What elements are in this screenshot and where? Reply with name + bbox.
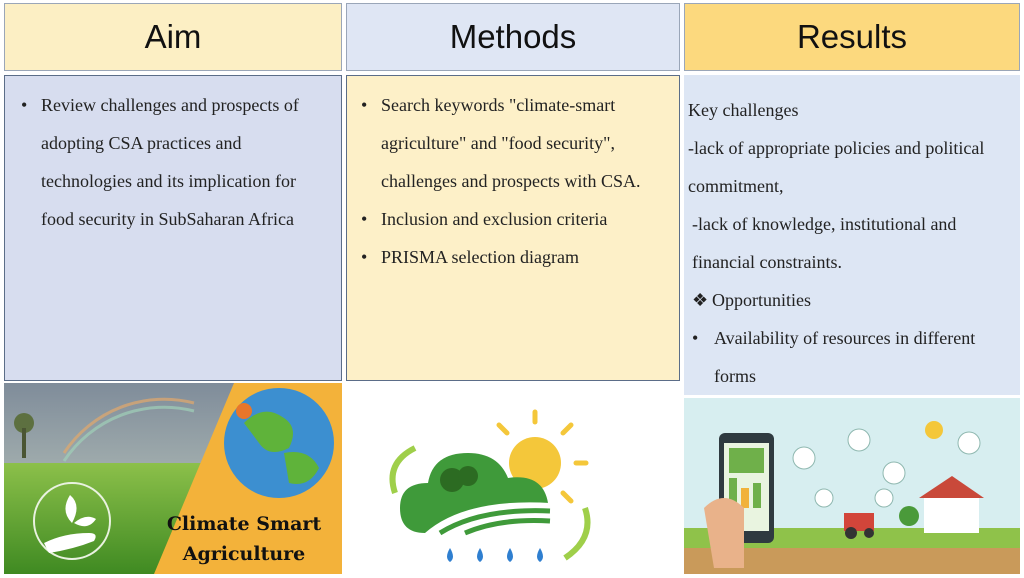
csa-illustration <box>4 383 342 574</box>
smartphone-smart-farm-illustration-icon <box>684 398 1020 574</box>
diamond-bullet-icon: ❖ <box>692 290 709 310</box>
csa-label: Climate Smart Agriculture <box>166 513 322 565</box>
results-challenge-1: -lack of appropriate policies and political commitment, <box>688 138 985 196</box>
results-opportunity-item: • Availability of resources in different forms <box>688 319 1010 395</box>
results-illustration <box>684 398 1020 574</box>
aim-list <box>15 86 327 238</box>
methods-item: • Search keywords "climate-smart agriculture" and "food security", challenges and prospects with CSA. <box>355 86 667 200</box>
methods-item: • PRISMA selection diagram <box>355 238 667 276</box>
results-box <box>684 75 1020 395</box>
aim-item: • Review challenges and prospects of adopting CSA practices and technologies and its implication for food security in SubSaharan Africa <box>15 86 327 238</box>
methods-item: • Inclusion and exclusion criteria <box>355 200 667 238</box>
methods-illustration <box>380 408 610 573</box>
results-challenge-2: -lack of knowledge, institutional and financial constraints. <box>692 214 957 272</box>
results-opportunities <box>688 281 1010 319</box>
results-intro: Key challenges <box>688 100 799 120</box>
methods-box <box>346 75 680 381</box>
results-header: Results <box>684 3 1020 71</box>
cloud-field-sun-rain-icon <box>380 408 610 573</box>
opportunities-label: Opportunities <box>712 290 811 310</box>
methods-list <box>355 86 667 276</box>
aim-header: Aim <box>4 3 342 71</box>
aim-box <box>4 75 342 381</box>
methods-header: Methods <box>346 3 680 71</box>
